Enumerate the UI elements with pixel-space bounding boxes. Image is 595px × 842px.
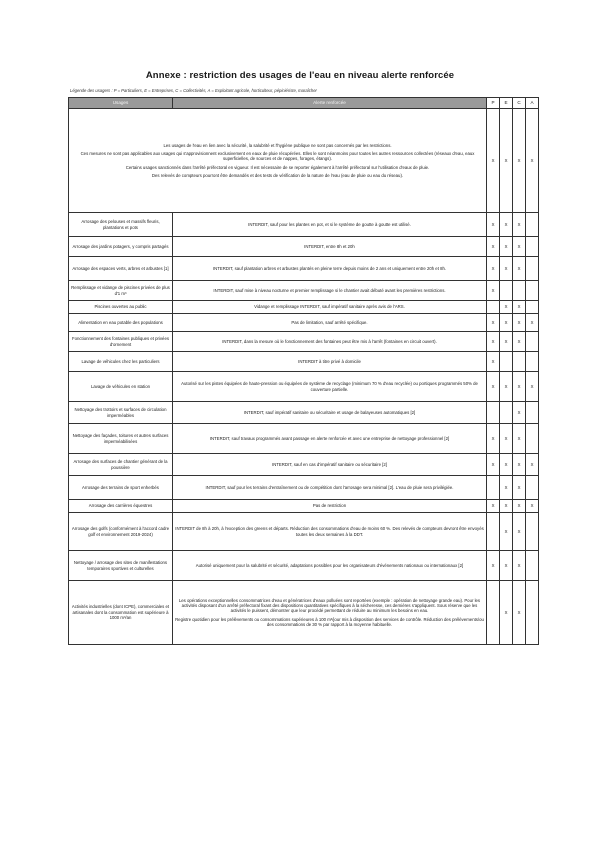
flag-cell: X <box>513 301 526 314</box>
flag-cell <box>526 402 539 424</box>
rule-cell: Pas de limitation, sauf arrêté spécifique. <box>173 314 487 332</box>
flag-cell: X <box>500 500 513 513</box>
rule-cell: INTERDIT, sauf plantation arbres et arbustes plantés en pleine terre depuis moins de 2 ans et uniquement entre 20h et 8h. <box>173 257 487 281</box>
table-row <box>69 454 539 476</box>
table-row <box>69 581 539 645</box>
flag-cell <box>513 281 526 301</box>
rule-cell: Vidange et remplissage INTERDIT, sauf impératif sanitaire après avis de l'ARS. <box>173 301 487 314</box>
flag-cell <box>513 352 526 372</box>
flag-cell <box>526 281 539 301</box>
rule-cell: Autorisé sur les pistes équipées de haute-pression ou équipées de système de recyclage (minimum 70 % d'eau recyclée) ou portiques programmés 50% de couverture partielle. <box>173 372 487 402</box>
flag-cell: X <box>526 372 539 402</box>
usage-cell: Lavage de véhicules en station <box>69 372 173 402</box>
flag-cell: X <box>513 314 526 332</box>
flag-cell: X <box>513 476 526 500</box>
flag-cell: X <box>500 513 513 551</box>
flag-cell: X <box>500 424 513 454</box>
flag-cell: X <box>500 314 513 332</box>
flag-cell <box>487 513 500 551</box>
header-usages: Usages <box>69 98 173 109</box>
flag-cell: X <box>513 581 526 645</box>
flag-cell: X <box>487 454 500 476</box>
rule-text: Registre quotidien pour les prélèvements ou consommations supérieures à 100 m³/jour mis à disposition des services de contrôle. Réduction des prélèvements/ou des consommations de 30 % par rapport à la moyenne habituelle. <box>175 616 484 628</box>
flag-cell: X <box>487 237 500 257</box>
flag-cell: X <box>487 332 500 352</box>
header-rule: Alerte renforcée <box>173 98 487 109</box>
usage-cell: Nettoyage des façades, toitures et autres surfaces imperméabilisées <box>69 424 173 454</box>
table-row <box>69 314 539 332</box>
table-row <box>69 352 539 372</box>
rule-cell: INTERDIT, sauf mise à niveau nocturne et premier remplissage si le chantier avait débuté avant les premières restrictions. <box>173 281 487 301</box>
rule-cell: INTERDIT, sauf impératif sanitaire ou sécuritaire et usage de balayeuses automatiques [2] <box>173 402 487 424</box>
usage-cell: Arrosage des golfs (conformément à l'accord cadre golf et environnement 2019-2024) <box>69 513 173 551</box>
flag-cell: X <box>487 500 500 513</box>
usage-cell: Activités industrielles (dont ICPE), commerciales et artisanales dont la consommation est supérieure à 1000 m³/an <box>69 581 173 645</box>
flag-cell: X <box>500 109 513 213</box>
table-row <box>69 213 539 237</box>
usage-cell: Arrosage des surfaces de chantier générant de la poussière <box>69 454 173 476</box>
flag-cell <box>500 352 513 372</box>
general-rule-text: Des relevés de compteurs pourront être demandés et des tests de vérification de la nature de l'eau (eau de pluie ou eau du réseau). <box>151 173 404 179</box>
flag-cell <box>526 551 539 581</box>
rule-cell <box>173 581 487 645</box>
table-row <box>69 500 539 513</box>
flag-cell <box>526 424 539 454</box>
rule-cell: Pas de restriction <box>173 500 487 513</box>
table-row <box>69 476 539 500</box>
flag-cell: X <box>513 500 526 513</box>
flag-cell: X <box>500 551 513 581</box>
table-row <box>69 301 539 314</box>
flag-cell <box>526 513 539 551</box>
flag-cell: X <box>526 314 539 332</box>
usage-cell: Arrosage des espaces verts, arbres et arbustes [1] <box>69 257 173 281</box>
flag-cell: X <box>513 237 526 257</box>
flag-cell <box>526 581 539 645</box>
flag-cell <box>487 581 500 645</box>
flag-cell <box>500 402 513 424</box>
table-row <box>69 257 539 281</box>
table-row <box>69 281 539 301</box>
flag-cell: X <box>513 402 526 424</box>
flag-cell: X <box>500 213 513 237</box>
flag-cell: X <box>526 500 539 513</box>
usage-cell: Arrosage des carrières équestres <box>69 500 173 513</box>
rule-cell: INTERDIT, sauf en cas d'impératif sanitaire ou sécuritaire [2] <box>173 454 487 476</box>
usage-cell: Remplissage et vidange de piscines privées de plus d'1 m³ <box>69 281 173 301</box>
flag-cell: X <box>500 372 513 402</box>
flag-cell: X <box>487 257 500 281</box>
flag-cell: X <box>500 476 513 500</box>
header-flag-c: C <box>513 98 526 109</box>
rule-cell: Autorisé uniquement pour la salubrité et sécurité, adaptations possibles pour les organisateurs d'événements nationaux ou internationaux [2] <box>173 551 487 581</box>
rule-cell: INTERDIT, sauf travaux programmés avant passage en alerte renforcée et avec une entreprise de nettoyage professionnel [2] <box>173 424 487 454</box>
flag-cell: X <box>487 314 500 332</box>
document-title: Annexe : restriction des usages de l'eau en niveau alerte renforcée <box>145 70 455 81</box>
usage-cell: Arrosage des pelouses et massifs fleuris, plantations et pots <box>69 213 173 237</box>
rule-cell: INTERDIT, sauf pour les terrains d'entraînement ou de compétition dont l'arrosage sera minimal [2]. L'eau de pluie sera privilégiée. <box>173 476 487 500</box>
flag-cell <box>526 476 539 500</box>
flag-cell: X <box>513 424 526 454</box>
flag-cell <box>487 301 500 314</box>
flag-cell: X <box>513 551 526 581</box>
flag-cell <box>526 257 539 281</box>
flag-cell <box>526 237 539 257</box>
flag-cell: X <box>500 257 513 281</box>
table-row <box>69 551 539 581</box>
rule-cell: INTERDIT à titre privé à domicile <box>173 352 487 372</box>
table-row <box>69 513 539 551</box>
flag-cell <box>526 213 539 237</box>
user-legend: Légende des usagers : P = Particuliers, E = Entreprises, C = Collectivités, A = Exploitant agricole, horticulteur, pépiniériste, maraîcher <box>70 88 317 93</box>
flag-cell <box>526 332 539 352</box>
usage-cell: Nettoyage / arrosage des sites de manifestations temporaires sportives et culturelles <box>69 551 173 581</box>
usage-cell: Piscines ouvertes au public <box>69 301 173 314</box>
rule-cell: INTERDIT, sauf pour les plantes en pot, et si le système de goutte à goutte est utilisé. <box>173 213 487 237</box>
flag-cell: X <box>500 454 513 476</box>
usage-cell: Nettoyage des trottoirs et surfaces de circulation imperméables <box>69 402 173 424</box>
header-flag-a: A <box>526 98 539 109</box>
usage-cell: Lavage de véhicules chez les particuliers <box>69 352 173 372</box>
general-rule-text: Certains usages sanctionnés dans l'arrêté préfectoral en vigueur. Il est nécessaire de se reporter également à l'arrêté préfectoral sur l'utilisation d'eaux de pluie. <box>125 164 430 170</box>
flag-cell: X <box>487 551 500 581</box>
table-row <box>69 424 539 454</box>
general-rule-text: Ces mesures ne sont pas applicables aux usages qui s'approvisionnent exclusivement en eaux de pluie récupérées. Elles le sont néanmoins pour toutes les autres ressources collectées (réseaux d'eau, eaux superficielles, de sources et de nappes, forages, étangs). <box>80 150 475 162</box>
flag-cell: X <box>513 257 526 281</box>
flag-cell: X <box>487 424 500 454</box>
flag-cell: X <box>526 454 539 476</box>
flag-cell: X <box>487 281 500 301</box>
flag-cell <box>526 352 539 372</box>
header-flag-p: P <box>487 98 500 109</box>
flag-cell: X <box>526 109 539 213</box>
flag-cell: X <box>500 237 513 257</box>
rule-cell: INTERDIT, dans la mesure où le fonctionnement des fontaines peut être mis à l'arrêt (fontaines en circuit ouvert). <box>173 332 487 352</box>
usage-cell: Arrosage des jardins potagers, y compris partagés <box>69 237 173 257</box>
flag-cell: X <box>513 213 526 237</box>
flag-cell: X <box>487 213 500 237</box>
flag-cell: X <box>500 301 513 314</box>
flag-cell: X <box>513 372 526 402</box>
rule-cell: INTERDIT de 8h à 20h, à l'exception des greens et départs. Réduction des consommations d'eau de moins 60 %. Des relevés de compteurs devront être envoyés toutes les deux semaines à la DDT. <box>173 513 487 551</box>
flag-cell: X <box>487 372 500 402</box>
table-row <box>69 402 539 424</box>
usage-cell: Fonctionnement des fontaines publiques et privées d'ornement <box>69 332 173 352</box>
rule-cell: INTERDIT, entre 8h et 20h <box>173 237 487 257</box>
usage-cell: Arrosage des terrains de sport enherbés <box>69 476 173 500</box>
flag-cell: X <box>500 332 513 352</box>
general-rules-row <box>69 109 539 213</box>
table-row <box>69 237 539 257</box>
flag-cell: X <box>513 109 526 213</box>
flag-cell <box>487 402 500 424</box>
flag-cell <box>487 476 500 500</box>
header-flag-e: E <box>500 98 513 109</box>
table-row <box>69 332 539 352</box>
table-header-row <box>69 98 539 109</box>
flag-cell: X <box>487 352 500 372</box>
flag-cell: X <box>487 109 500 213</box>
flag-cell <box>500 281 513 301</box>
restriction-table <box>68 97 539 645</box>
usage-cell: Alimentation en eau potable des populations <box>69 314 173 332</box>
general-rule-text: Les usages de l'eau en lien avec la sécurité, la salubrité et l'hygiène publique ne sont pas concernés par les restrictions. <box>163 142 392 148</box>
flag-cell: X <box>500 581 513 645</box>
flag-cell <box>526 301 539 314</box>
flag-cell: X <box>513 454 526 476</box>
flag-cell: X <box>513 513 526 551</box>
table-row <box>69 372 539 402</box>
flag-cell: X <box>513 332 526 352</box>
general-rules-cell <box>69 109 487 213</box>
rule-text: Les opérations exceptionnelles consommatrices d'eau et génératrices d'eaux polluées sont reportées (exemple : opération de nettoyage grande eau). Pour les activités disposant d'un arrêté préfectoral fixant des dispositions quantitatives spécifiques à la sécheresse, ces dernières s'appliquent. Sous réserve que les activités le puissent, démontrer que leur procédé permettant de réduire au minimum les besoins en eau. <box>178 597 481 614</box>
